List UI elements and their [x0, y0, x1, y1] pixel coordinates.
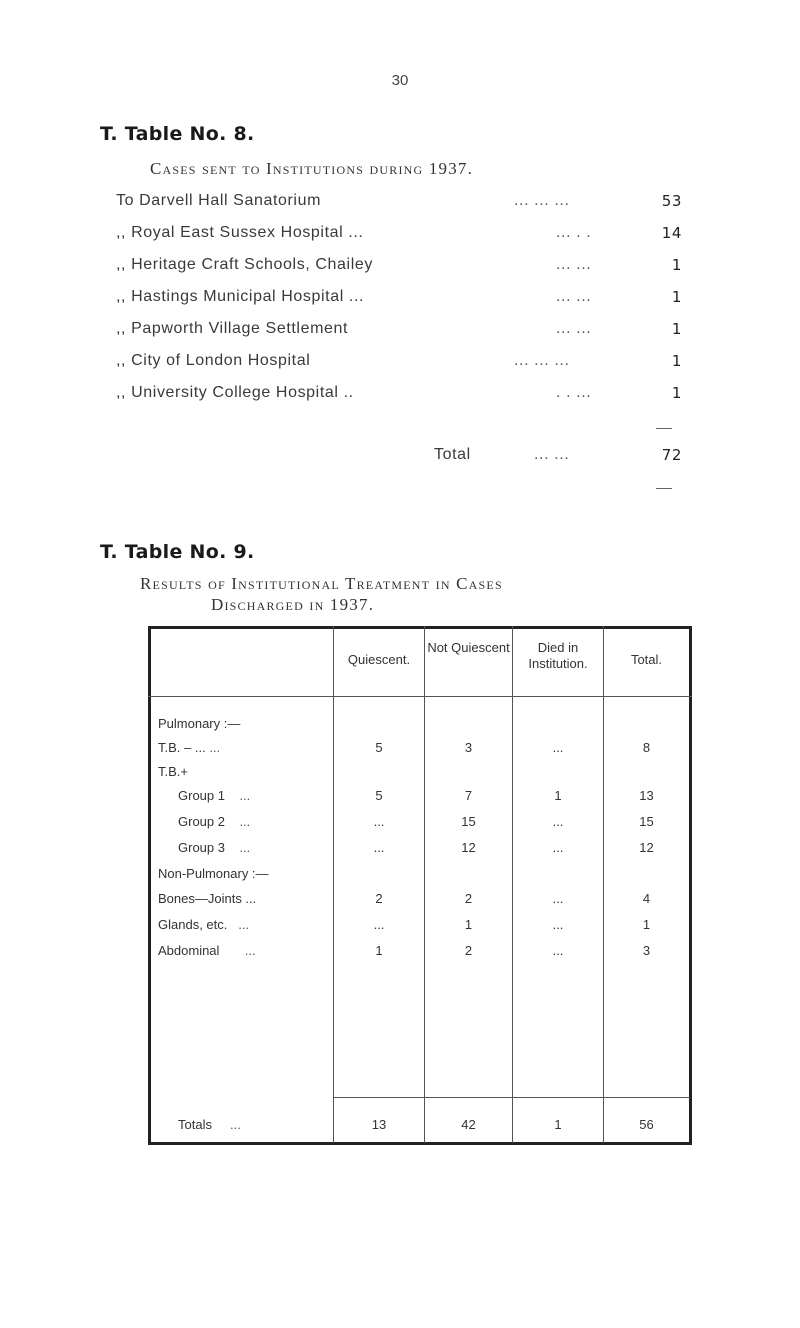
- leader-dots: ... ...: [534, 446, 570, 463]
- column-divider: [603, 626, 604, 1143]
- cell-total: 8: [642, 740, 651, 755]
- row-label-non-pulmonary: Non-Pulmonary :—: [158, 866, 269, 881]
- label-text: Group 2: [178, 814, 225, 829]
- cell-died: ...: [552, 891, 564, 906]
- cell-died: ...: [552, 740, 564, 755]
- case-count: 1: [671, 352, 682, 370]
- totals-total: 56: [639, 1117, 654, 1132]
- cell-total: 3: [642, 943, 651, 958]
- sum-rule: [656, 488, 672, 489]
- table8-row: [116, 384, 682, 408]
- cell-quiescent: 5: [375, 740, 383, 755]
- row-label: T.B.+: [158, 764, 188, 779]
- cell-quiescent: ...: [373, 840, 385, 855]
- cell-not-quiescent: 12: [461, 840, 476, 855]
- leader-dots: ...: [238, 917, 250, 932]
- totals-quiescent: 13: [371, 1117, 387, 1132]
- table-border: [148, 626, 692, 629]
- cell-died: ...: [552, 943, 564, 958]
- leader-dots: ...: [239, 840, 251, 855]
- row-label: Bones—Joints ...: [158, 891, 257, 906]
- case-count: 14: [661, 224, 682, 242]
- leader-dots: ... ... ...: [514, 192, 570, 209]
- cell-quiescent: ...: [373, 917, 385, 932]
- row-label: [178, 840, 250, 855]
- totals-not-quiescent: 42: [461, 1117, 476, 1132]
- column-divider: [424, 626, 425, 1143]
- label-text: Group 3: [178, 840, 225, 855]
- sum-rule: [656, 428, 672, 429]
- leader-dots: ... . .: [556, 224, 592, 241]
- table8-row: [116, 192, 682, 216]
- cell-total: 1: [642, 917, 651, 932]
- leader-dots: ...: [239, 788, 251, 803]
- table9-subtitle-line2: Discharged in 1937.: [211, 595, 375, 614]
- cell-not-quiescent: 15: [461, 814, 476, 829]
- leader-dots: ... ... ...: [514, 352, 570, 369]
- row-label: [158, 917, 249, 932]
- leader-dots: . . ...: [556, 384, 592, 401]
- leader-dots: ...: [244, 943, 256, 958]
- totals-label: [178, 1117, 241, 1132]
- table-border: [148, 626, 151, 1145]
- column-divider: [333, 626, 334, 1143]
- row-label: [178, 788, 250, 803]
- cell-total: 15: [639, 814, 654, 829]
- cell-not-quiescent: 3: [464, 740, 473, 755]
- table-border: [148, 1142, 692, 1145]
- institution-name: ,, Royal East Sussex Hospital ...: [116, 224, 364, 241]
- col-header-total: Total.: [630, 652, 663, 667]
- case-count: 1: [671, 384, 682, 402]
- label-text: Abdominal: [158, 943, 220, 958]
- table8-row: [116, 256, 682, 280]
- total-value: 72: [661, 446, 682, 464]
- table8-row: [116, 320, 682, 344]
- cell-not-quiescent: 7: [464, 788, 473, 803]
- leader-dots: ...: [209, 740, 221, 755]
- row-label-pulmonary: Pulmonary :—: [158, 716, 241, 731]
- totals-died: 1: [554, 1117, 562, 1132]
- row-label: [178, 814, 250, 829]
- table8-subtitle: Cases sent to Institutions during 1937.: [150, 159, 474, 178]
- totals-rule: [334, 1097, 690, 1098]
- table8-row: [116, 352, 682, 376]
- header-rule: [148, 696, 692, 697]
- table9-heading: T. Table No. 9.: [100, 541, 255, 563]
- case-count: 1: [671, 320, 682, 338]
- cell-not-quiescent: 2: [464, 891, 473, 906]
- page-number: 30: [391, 72, 409, 89]
- cell-quiescent: 5: [375, 788, 383, 803]
- leader-dots: ... ...: [556, 320, 592, 337]
- institution-name: ,, Papworth Village Settlement: [116, 320, 349, 337]
- col-header-died: Died in Institution.: [528, 640, 588, 671]
- leader-dots: ... ...: [556, 256, 592, 273]
- cell-quiescent: 2: [375, 891, 383, 906]
- label-text: Totals: [178, 1117, 212, 1132]
- table8-total-row: [116, 446, 682, 470]
- cell-total: 12: [639, 840, 654, 855]
- cell-total: 13: [639, 788, 654, 803]
- cell-quiescent: 1: [375, 943, 383, 958]
- label-text: Group 1: [178, 788, 225, 803]
- table9-subtitle-line1: Results of Institutional Treatment in Cases: [140, 574, 503, 593]
- cell-died: 1: [554, 788, 562, 803]
- col-header-quiescent: Quiescent.: [347, 652, 411, 667]
- institution-name: ,, University College Hospital ..: [116, 384, 354, 401]
- row-label: [158, 740, 220, 755]
- cell-died: ...: [552, 917, 564, 932]
- leader-dots: ... ...: [556, 288, 592, 305]
- case-count: 1: [671, 288, 682, 306]
- cell-quiescent: ...: [373, 814, 385, 829]
- institution-name: ,, Hastings Municipal Hospital ...: [116, 288, 365, 305]
- results-table: [148, 626, 692, 1146]
- table-border: [689, 626, 692, 1145]
- cell-died: ...: [552, 840, 564, 855]
- column-divider: [512, 626, 513, 1143]
- institution-name: ,, Heritage Craft Schools, Chailey: [116, 256, 373, 273]
- leader-dots: ...: [230, 1117, 241, 1132]
- cell-not-quiescent: 1: [464, 917, 473, 932]
- cell-not-quiescent: 2: [464, 943, 473, 958]
- case-count: 53: [661, 192, 682, 210]
- institution-name: To Darvell Hall Sanatorium: [116, 192, 322, 209]
- table8-row: [116, 224, 682, 248]
- label-text: Glands, etc.: [158, 917, 228, 932]
- total-label: Total: [434, 446, 471, 463]
- institution-name: ,, City of London Hospital: [116, 352, 311, 369]
- cell-died: ...: [552, 814, 564, 829]
- label-text: T.B. – ...: [158, 740, 206, 755]
- row-label: [158, 943, 256, 958]
- table8-row: [116, 288, 682, 312]
- col-header-not-quiescent: Not Quiescent: [427, 640, 510, 655]
- case-count: 1: [671, 256, 682, 274]
- leader-dots: ...: [239, 814, 251, 829]
- cell-total: 4: [642, 891, 651, 906]
- table8-heading: T. Table No. 8.: [100, 123, 255, 145]
